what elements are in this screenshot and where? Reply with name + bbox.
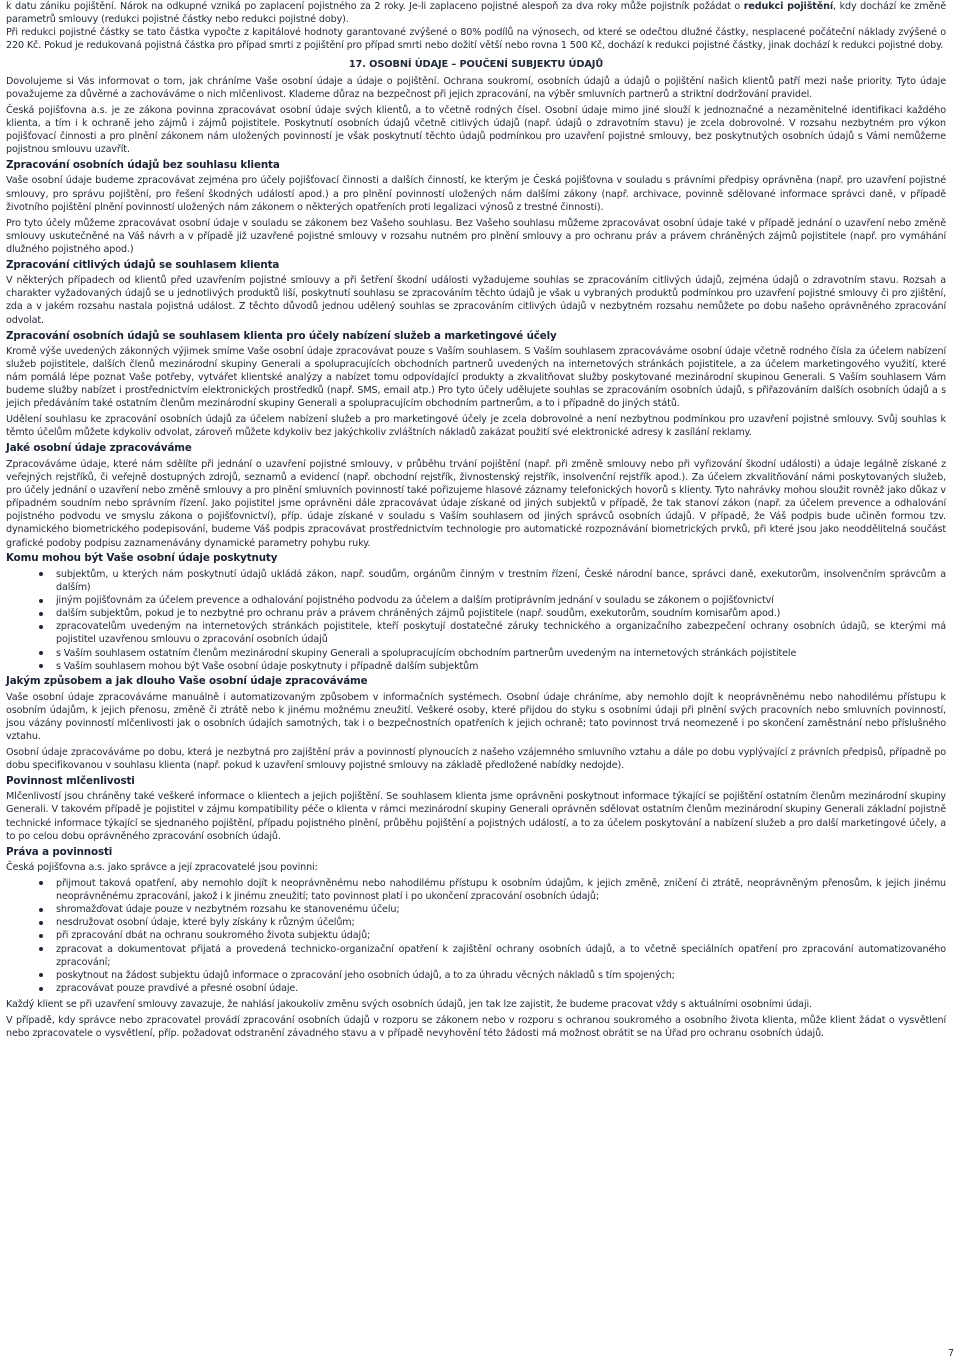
paragraph: Vaše osobní údaje zpracováváme manuálně i automatizovaným způsobem v informačních systémech. Osobní údaje chráníme, aby nemohlo dojít k neoprávněnému nebo nahodilému přístupu k osobním údajům, k jejich přenosu, změně či ztrátě nebo k jinému možnému zneužití. Veškeré osoby, které přijdou do styku s osobními údaji při plnění svých pracovních nebo smluvních povinností, jsou vázány povinností mlčenlivosti jak o osobních údajích samotných, tak i o bezpečnostních opatřeních k jejich ochraně; tato povinnost trvá neomezeně i po skončení zaměstnání nebo příslušného vztahu. <box>6 691 946 742</box>
recipients-list <box>6 568 946 673</box>
document-page <box>6 0 946 1043</box>
intro-paragraph: k datu zániku pojištění. Nárok na odkupné vzniká po zaplacení pojistného za 2 roky. Je-li zaplaceno pojistné alespoň za dva roky může pojistník požádat o redukci pojištění, kdy dochází ke změně parametrů smlouvy (redukci pojistné částky nebo redukci pojistné doby). <box>6 1 946 26</box>
page-number: 7 <box>947 1348 954 1359</box>
list-item: shromažďovat údaje pouze v nezbytném rozsahu ke stanovenému účelu; <box>6 903 946 916</box>
paragraph: Česká pojišťovna a.s. jako správce a její zpracovatelé jsou povinni: <box>6 861 318 873</box>
subheading: Zpracování osobních údajů bez souhlasu klienta <box>6 159 280 172</box>
subheading: Jakým způsobem a jak dlouho Vaše osobní údaje zpracováváme <box>6 675 368 688</box>
list-item: poskytnout na žádost subjektu údajů informace o zpracování jeho osobních údajů, a to za úhradu věcných nákladů s tím spojených; <box>6 969 946 982</box>
subheading: Povinnost mlčenlivosti <box>6 775 135 788</box>
list-item: při zpracování dbát na ochranu soukromého života subjektu údajů; <box>6 929 946 942</box>
paragraph: V případě, kdy správce nebo zpracovatel provádí zpracování osobních údajů v rozporu se zákonem nebo v rozporu s ochranou soukromého a osobního života klienta, může klient žádat o vysvětlení nebo zpracovatele o vysvětlení, příp. požadovat odstranění závadného stavu a v případě nevyhovění této žádosti má možnost obrátit se na Úřad pro ochranu osobních údajů. <box>6 1014 946 1039</box>
paragraph: Osobní údaje zpracováváme po dobu, která je nezbytná pro zajištění práv a povinností plynoucích z našeho vzájemného smluvního vztahu a dále po dobu vyplývající z právních předpisů, případně po dobu specifikovanou v souhlasu klienta (např. pokud k uzavření smlouvy pojistné smlouvy na základě předložené nabídky nedojde). <box>6 746 946 772</box>
paragraph: Kromě výše uvedených zákonných výjimek smíme Vaše osobní údaje zpracovávat pouze s Vaším souhlasem. S Vaším souhlasem zpracováváme osobní údaje včetně rodného čísla za účelem nabízení služeb pojistitele, dalších členů mezinárodní skupiny Generali a spolupracujících obchodních partnerů uvedených na internetových stránkách pojistitele, a za účelem marketingového využití, které nám pomálá lépe poznat Vaše potřeby, vytvářet klientské analýzy a nabízet tomu odpovídající produkty a zkvalitňovat služby poskytované mezinárodní skupinou Generali. S Vaším souhlasem Vám budeme služby nabízet i prostřednictvím elektronických prostředků (např. SMS, email atp.) Pro tyto účely udělujete souhlas se zpracováním osobních údajů, s přiřazováním dalších osobních údajů a s jejich předáváním také ostatním členům mezinárodní skupiny Generali a spolupracujícím obchodním partnerům, a to i případně do jiných států. <box>6 345 946 410</box>
paragraph: Vaše osobní údaje budeme zpracovávat zejména pro účely pojišťovací činnosti a dalších činností, ke kterým je Česká pojišťovna v souladu s právními předpisy oprávněna (např. pro uzavření pojistné smlouvy, pro správu pojištění, pro řešení škodných událostí apod.) a pro plnění povinností uložených nám dalšími zákony (např. archivace, povinně sdělované informace správci daně, v případě životního pojištění plnění povinností uložených nám zákonem o některých opatřeních proti legalizaci výnosů z trestné činnosti). <box>6 175 946 213</box>
paragraph: Každý klient se při uzavření smlouvy zavazuje, že nahlásí jakoukoliv změnu svých osobních údajů, jen tak lze zajistit, že budeme pracovat vždy s aktuálními osobními údaji. <box>6 998 812 1010</box>
subheading: Jaké osobní údaje zpracováváme <box>6 442 192 455</box>
list-item: přijmout taková opatření, aby nemohlo dojít k neoprávněnému nebo nahodilému přístupu k osobním údajům, k jejich změně, zničení či ztrátě, neoprávněným přenosům, k jejich jinému neoprávněnému zpracování, jakož i k jinému zneužití; tato povinnost platí i po ukončení zpracování osobních údajů; <box>6 877 946 903</box>
list-item: dalším subjektům, pokud je to nezbytné pro ochranu práv a právem chráněných zájmů pojistitele (např. soudům, exekutorům, soudním komisařům apod.) <box>6 607 946 620</box>
paragraph: Česká pojišťovna a.s. je ze zákona povinna zpracovávat osobní údaje svých klientů, a to včetně rodných čísel. Osobní údaje mimo jiné slouží k jednoznačné a nezaměnitelné identifikaci každého klienta, a tím i k ochraně jeho zájmů i zájmů pojistitele. Poskytnutí osobních údajů včetně citlivých údajů (např. údajů o zdravotním stavu) je zcela dobrovolné. V rozsahu nezbytném pro výkon pojišťovací činnosti a pro plnění zákonem nám uložených povinností je však poskytnutí těchto údajů podmínkou pro uzavření pojistné smlouvy, bez poskytnutých osobních údajů s Vámi nemůžeme pojistnou smlouvu uzavřít. <box>6 104 946 156</box>
paragraph: V některých případech od klientů před uzavřením pojistné smlouvy a při šetření škodní události vyžadujeme souhlas se zpracováním citlivých údajů, zejména údajů o zdravotním stavu. Rozsah a charakter vyžadovaných údajů se u jednotlivých produktů liší, poskytnutí souhlasu se zpracováním těchto údajů je však u vybraných produktů podmínkou pro uzavření pojistné smlouvy či pro zjištění, zda a v jakém rozsahu nastala pojistná událost. Z těchto důvodů jednou udělený souhlas se zpracováním citlivých údajů v nezbytném rozsahu nemůžete po dobu našeho oprávněného zpracování odvolat. <box>6 275 946 326</box>
list-item: zpracovat a dokumentovat přijatá a provedená technicko-organizační opatření k zajištění ochrany osobních údajů, a to včetně speciálních opatření pro zpracování automatizovaného zpracování; <box>6 943 946 969</box>
subheading: Zpracování citlivých údajů se souhlasem klienta <box>6 259 280 271</box>
paragraph: Mlčenlivostí jsou chráněny také veškeré informace o klientech a jejich pojištění. Se souhlasem klienta jsme oprávněni poskytnout informace týkající se pojištění ostatním členům mezinárodní skupiny Generali. V takovém případě je pojistitel v zájmu kompatibility péče o klienta v rámci mezinárodní skupiny Generali oprávněn sdělovat ostatním členům mezinárodní skupiny Generali základní pojistně technické informace týkající se sjednaného pojištění, případu pojistného plnění, průběhu pojištění a pojistných událostí, a to za účelem poskytování a nabízení služeb a pro další marketingové účely, a to po celou dobu oprávněného zpracování osobních údajů. <box>6 791 946 842</box>
paragraph: Udělení souhlasu ke zpracování osobních údajů za účelem nabízení služeb a pro marketingové účely je zcela dobrovolné a není nezbytnou podmínkou pro uzavření pojistné smlouvy. Svůj souhlas k těmto účelům můžete kdykoliv odvolat, zároveň můžete kdykoliv bez jakýchkoliv zvláštních nákladů zakázat použití své elektronické adresy k zasílání reklamy. <box>6 414 946 439</box>
subheading: Práva a povinnosti <box>6 845 113 858</box>
paragraph: Zpracováváme údaje, které nám sdělíte při jednání o uzavření pojistné smlouvy, v průběhu trvání pojištění (např. při změně smlouvy nebo při vyřizování škodní události) a údaje legálně získané z veřejných rejstříků, či veřejně dostupných zdrojů, seznamů a evidencí (např. obchodní rejstřík, živnostenský rejstřík, insolvenční rejstřík apod.). Za účelem zkvalitňování námi poskytovaných služeb, pro účely jednání o uzavření nebo změně smlouvy a pro plnění smluvních povinností také pořizujeme hlasové záznamy telefonických hovorů s klienty. Tyto nahrávky mohou sloužit rovněž jako důkaz v případném soudním nebo správním řízení. Jako pojistitel jsme oprávněni dále zpracovávat údaje získané od jiných subjektů v případě, že tak stanoví zákon (např. za účelem prevence a odhalování pojistného podvodu ve smyslu zákona o pojišťovnictví), příp. údaje získané v souladu s Vaším souhlasem od jiných správců osobních údajů. V případě, že Váš podpis bude učiněn formou tzv. dynamického biometrického podepisování, budeme Váš podpis zpracovávat prostřednictvím technologie pro automatické rozpoznávání biometrických prvků, při které jsou jako neoddělitelná součást grafické podoby podpisu zaznamenávány dynamické parametry pohybu ruky. <box>6 458 946 549</box>
list-item: zpracovatelům uvedeným na internetových stránkách pojistitele, kteří poskytují dostatečné záruky technického a organizačního zabezpečení ochrany osobních údajů, se kterými má pojistitel uzavřenou smlouvu o zpracování osobních údajů <box>6 620 946 646</box>
list-item: jiným pojišťovnám za účelem prevence a odhalování pojistného podvodu za účelem a dalším protiprávním jednání v souladu se zákonem o pojišťovnictví <box>6 594 946 607</box>
subheading: Zpracování osobních údajů se souhlasem klienta pro účely nabízení služeb a marketingové účely <box>6 329 557 342</box>
section-title: 17. OSOBNÍ ÚDAJE – POUČENÍ SUBJEKTU ÚDAJŮ <box>348 58 604 70</box>
redukce-paragraph: Při redukci pojistné částky se tato částka vypočte z kapitálové hodnoty garantované zvýšené o 80% podílů na výnosech, od které se odečtou dlužné částky, nesplacené počáteční náklady zvýšené o 220 Kč. Pokud je redukovaná pojistná částka pro případ smrti z pojištění pro případ smrti nebo dožití větší nebo rovna 1 500 Kč, dochází k redukci pojistné částky, jinak dochází k redukci pojistné doby. <box>6 27 946 52</box>
list-item: s Vaším souhlasem ostatním členům mezinárodní skupiny Generali a spolupracujícím obchodním partnerům uvedeným na internetových stránkách pojistitele <box>6 647 946 660</box>
list-item: zpracovávat pouze pravdivé a přesné osobní údaje. <box>6 982 946 995</box>
list-item: nesdružovat osobní údaje, které byly získány k různým účelům; <box>6 916 946 929</box>
list-item: s Vaším souhlasem mohou být Vaše osobní údaje poskytnuty i případně dalším subjektům <box>6 660 946 673</box>
obligations-list <box>6 877 946 995</box>
paragraph: Pro tyto účely můžeme zpracovávat osobní údaje v souladu se zákonem bez Vašeho souhlasu. Bez Vašeho souhlasu můžeme zpracovávat osobní údaje také v případě jednání o uzavření nebo změně smlouvy uskutečněné na Váš návrh a v případě již uzavřené pojistné smlouvy v rozsahu nutném pro plnění smlouvy a pro ochranu práv a právem chráněných zájmů pojistitele (např. pro vymáhání dlužného pojistného apod.) <box>6 217 946 256</box>
paragraph: Dovolujeme si Vás informovat o tom, jak chráníme Vaše osobní údaje a údaje o pojištění. Ochrana soukromí, osobních údajů a údajů o pojištění našich klientů patří mezi naše priority. Tyto údaje považujeme za důvěrné a zachováváme o nich mlčenlivost. Klademe důraz na bezpečnost při jejich zpracování, na výběr smluvních partnerů a striktní dodržování pravidel. <box>6 75 946 100</box>
subheading: Komu mohou být Vaše osobní údaje poskytnuty <box>6 552 278 565</box>
list-item: subjektům, u kterých nám poskytnutí údajů ukládá zákon, např. soudům, orgánům činným v trestním řízení, České národní bance, správci daně, exekutorům, insolvenčním správcům a dalším) <box>6 568 946 594</box>
